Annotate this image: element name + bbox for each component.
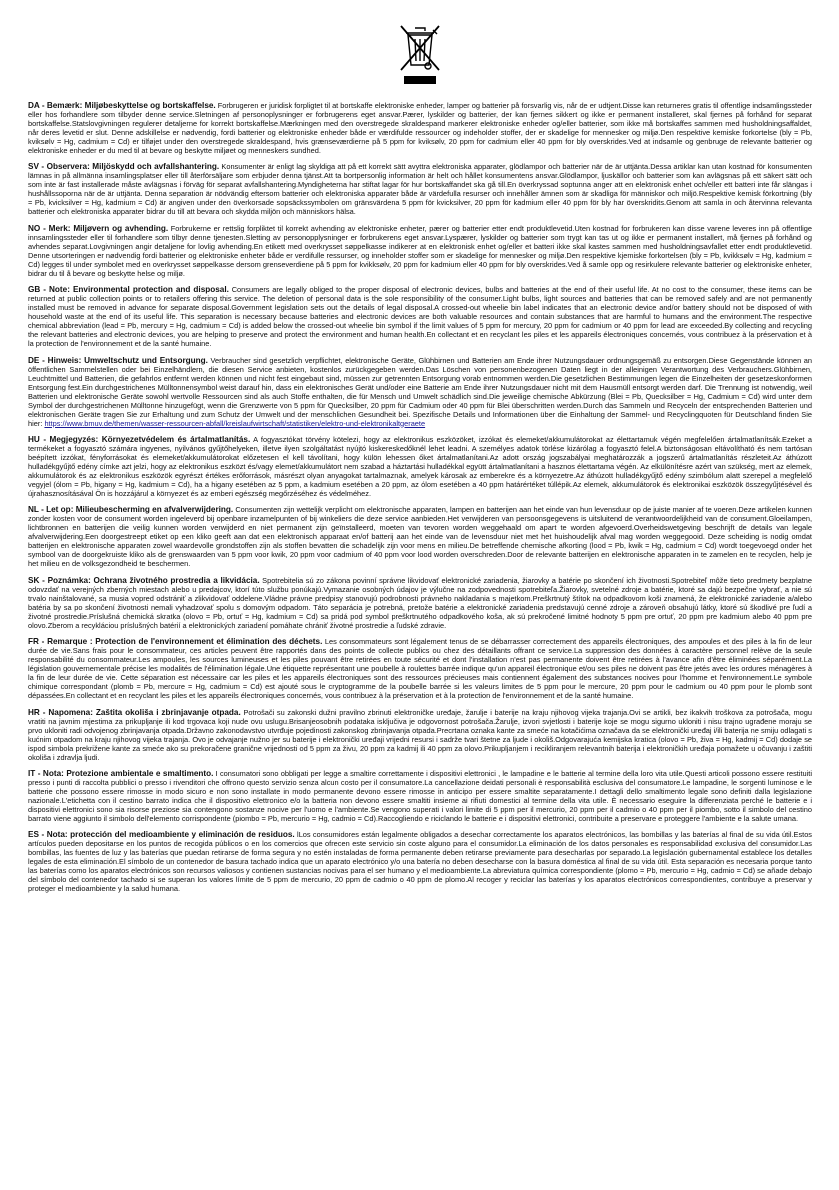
section-de [28,356,812,428]
section-it [28,769,812,823]
section-heading: SV - Observera: Miljöskydd och avfallshantering. [28,162,220,172]
section-hr [28,708,812,762]
section-body: Konsumenter är enligt lag skyldiga att på ett korrekt sätt avyttra elektroniska apparater, glödlampor och batterier när de är uttjänta.Dessa artiklar kan utan kostnad för konsumenten lämnas in på allmänna insamlingsplatser eller till återförsäljare som erbjuder denna tjänst.Att ta bortpersonlig information är helt och hållet konsumentens ansvar.Glödlampor, ljuskällor och batterier som kan avlägsnas på ett säkert sätt och som inte är fast installerade måste avlägsnas i förväg för separat avfallshantering.Myndigheterna har stiftat lagar för hur bortskaffandet ska gå till.En överkryssad soptunna anger att en elektronisk enhet och/eller ett batteri inte får slängas i hushållssoporna när de är uttjänta. Denna separation är nödvändig eftersom batterier och elektroniska apparater både är värdefulla resurser och innehåller ämnen som är skadliga för människor och miljö.Respektive kemisk förkortning (bly = Pb, kvicksilver = Hg, kadmium = Cd) är angiven under den överkorsade sopsäckssymbolen om gränsvärdena 5 ppm för kvicksilver, 20 ppm för kadmium eller 40 ppm för bly har överskridits.Genom att samla in och återvinna relevanta batterier och elektroniska apparater bidrar du till att bevara och skydda miljön och människors hälsa. [28,162,812,217]
section-gb [28,285,812,348]
section-heading: GB - Note: Environmental protection and disposal. [28,285,229,295]
section-heading: SK - Poznámka: Ochrana životného prostredia a likvidácia. [28,575,260,585]
recycling-info-link[interactable]: https://www.bmuv.de/themen/wasser-ressourcen-abfall/kreislaufwirtschaft/statistiken/elektro-und-elektronikaltgeraete [44,418,426,428]
section-da [28,101,812,155]
section-hu [28,435,812,498]
section-body: Potrošači su zakonski dužni pravilno zbrinuti elektroničke uređaje, žarulje i baterije na kraju njihovog vijeka trajanja.Ovi se artikli, bez ikakvih troškova za potrošača, mogu vratiti na javnim mjestima za prikupljanje ili kod trgovaca koji nude ovu uslugu.Brisanjeosobnih podataka isključiva je odgovornost potrošača.Žarulje, izvori svjetlosti i baterije koje se mogu sigurno ukloniti i nisu trajno ugrađene moraju se prvo ukloniti radi odvojenog zbrinjavanja otpada.Državno zakonodavstvo utvrđuje pojedinosti zakonskog zbrinjavanja otpada.Precrtana oznaka kante za smeće na kotačićima označava da se elektronički uređaj i/ili baterija ne smiju odlagati s kućnim otpadom na kraju njihovog vijeka trajanja. Ovo je odvajanje nužno jer su baterije i elektronički uređaji vrijedni resursi i sadrže tvari štetne za ljude i okoliš.Odgovarajuća kemijska kratica (olovo = Pb, živa = Hg, kadmij = Cd) dodaje se ispod simbola prekrižene kante za smeće ako su prekoračene granične vrijednosti od 5 ppm za živu, 20 ppm za kadmij ili 40 ppm za olovo.Prikupljanjem i recikliranjem relevantnih baterija i elektroničkih uređaja pomažete u očuvanju i zaštiti okoliša i zdravlja ljudi. [28,707,812,762]
section-heading: HR - Napomena: Zaštita okoliša i zbrinjavanje otpada. [28,707,241,717]
section-heading: NL - Let op: Milieubescherming en afvalverwijdering. [28,505,234,515]
section-sv [28,162,812,216]
section-no [28,224,812,278]
section-body: Verbraucher sind gesetzlich verpflichtet, elektronische Geräte, Glühbirnen und Batterien am Ende ihrer Nutzungsdauer ordnungsgemäß zu entsorgen.Diese Gegenstände können an öffentlichen Sammelstellen oder bei Einzelhändlern, die diesen Service anbieten, kostenlos zurückgegeben werden.Das Löschen von personenbezogenen Daten liegt in der alleinigen Verantwortung des Verbrauchers.Glühbirnen, Leuchtmittel und Batterien, die gefahrlos entfernt werden können und nicht fest eingebaut sind, müssen zur getrennten Entsorgung vorab entnommen werden.Die gesetzlichen Bestimmungen legen die Einzelheiten der gesetzeskonformen Entsorgung fest.Ein durchgestrichenes Mülltonnensymbol weist darauf hin, dass ein elektronisches Gerät und/oder eine Batterie am Ende ihrer Nutzungsdauer nicht mit dem Hausmüll entsorgt werden darf. Die Trennung ist notwendig, weil Batterien und elektronische Geräte sowohl wertvolle Ressourcen sind als auch Stoffe enthalten, die für Mensch und Umwelt schädlich sind.Die jeweilige chemische Abkürzung (Blei = Pb, Quecksilber = Hg, Cadmium = Cd) wird unter dem Symbol der durchgestrichenen Mülltonne hinzugefügt, wenn die Grenzwerte von 5 ppm für Quecksilber, 20 ppm für Cadmium oder 40 ppm für Blei überschritten werden.Durch das Sammeln und Recyceln der entsprechenden Batterien und elektronischen Geräte tragen Sie zur Erhaltung und zum Schutz der Umwelt und der menschlichen Gesundheit bei. Spezifische Details und Informationen über die Einhaltung der Sammel- und Recyclingquoten für Deutschland finden Sie hier: [28,355,812,428]
section-body: Spotrebitelia sú zo zákona povinní správne likvidovať elektronické zariadenia, žiarovky a batérie po skončení ich životnosti.Spotrebiteľ môže tieto predmety bezplatne odovzdať na verejných zberných miestach alebo u predajcov, ktorí túto službu ponúkajú.Vymazanie osobných údajov je výlučne na zodpovednosti spotrebiteľa.Žiarovky, svetelné zdroje a batérie, ktoré sa dajú bezpečne vybrať, a nie sú trvalo nainštalované, sa musia vopred odstrániť a zlikvidovať oddelene.Vládne právne predpisy stanovujú podrobnosti právneho nakladania s majetkom.Preškrtnutý štítok na odpadkovom koši znamená, že elektronické zariadenie a/alebo batéria by sa po skončení životnosti nemali vyhadzovať spolu s domovým odpadom. Táto separácia je potrebná, pretože batérie a elektronické zariadenia predstavujú cenné zdroje a zároveň obsahujú látky, ktoré sú škodlivé pre ľudí a životné prostredie.Príslušná chemická skratka (olovo = Pb, ortuť = Hg, kadmium = Cd) sa pridá pod symbol preškrtnutého odpadkového koša, ak sú prekročené limitné hodnoty 5 ppm pre ortuť, 20 ppm pre kadmium alebo 40 ppm pre olovo.Zberom a recykláciou príslušných batérií a elektronických zariadení pomáhate chrániť životné prostredie a ľudské zdravie. [28,575,812,630]
section-es [28,830,812,893]
section-body: lLos consumidores están legalmente obligados a desechar correctamente los aparatos electrónicos, las bombillas y las baterías al final de su vida útil.Estos artículos pueden depositarse en los puntos de recogida públicos o en los comercios que ofrecen este servicio sin coste alguno para el consumidor.La eliminación de los datos personales es responsabilidad exclusiva del consumidor.Las bombillas, las fuentes de luz y las baterías que puedan retirarse de forma segura y no estén instaladas de forma permanente deben retirarse previamente para desecharlas por separado.La legislación gubernamental establece los detalles legales de esta eliminación.El símbolo de un contenedor de basura tachado indica que un aparato electrónico y/o una batería no deben desecharse con la basura doméstica al final de su vida útil. Esta separación es necesaria porque tanto las baterías como los aparatos electrónicos son recursos valiosos y contienen sustancias nocivas para el ser humano y el medioambiente.La abreviatura química correspondiente (plomo = Pb, mercurio = Hg, cadmio = Cd) se añade debajo del símbolo del contenedor tachado si se superan los valores límite de 5 ppm de mercurio, 20 ppm de cadmio o 40 ppm de plomo.Al recoger y reciclar las baterías y los aparatos electrónicos correspondientes, contribuye a preservar y proteger el medioambiente y la salud humana. [28,830,812,894]
section-body: A fogyasztókat törvény kötelezi, hogy az elektronikus eszközöket, izzókat és elemeket/akkumulátorokat az élettartamuk végén megfelelően ártalmatlanítsák.Ezeket a termékeket a fogyasztó számára ingyenes, nyilvános gyűjtőhelyeken, illetve ilyen szolgáltatást nyújtó kiskereskedőknél lehet leadni. A személyes adatok törlése kizárólag a fogyasztó felel.A biztonságosan eltávolítható és nem tartósan beépített izzókat, fényforrásokat és elemeket/akkumulátorokat előzetesen el kell távolítani, hogy külön lehessen őket ártalmatlanítani.Az adott ország jogszabályai meghatározzák a jogszerű ártalmatlanítás részleteit.Az áthúzott hulladékgyűjtő edény címke azt jelzi, hogy az elektronikus eszközt és/vagy elemet/akkumulátort nem szabad a háztartási hulladékkal együtt ártalmatlanítani a hasznos élettartama végén. Az elkülönítésre azért van szükség, mert az elemek, akkumulátorok és az elektronikus eszközök egyrészt értékes erőforrások, másrészt olyan anyagokat tartalmaznak, amelyek károsak az emberekre és a környezetre.Az áthúzott hulladékgyűjtő edény szimbólum alatt szerepel a megfelelő vegyjel (ólom = Pb, higany = Hg, kadmium = Cd), ha a higany esetében az 5 ppm, a kadmium esetében a 20 ppm, az ólom esetében a 40 ppm határértéket túllépik.Az elemek, akkumulátorok és elektronikai eszközök összegyűjtésével és újrahasznosításával Ön is hozzájárul a környezet és az emberi egészség megőrzéséhez és védelméhez. [28,434,812,498]
section-body: Les consommateurs sont légalement tenus de se débarrasser correctement des appareils électroniques, des ampoules et des piles à la fin de leur durée de vie.Sans frais pour le consommateur, ces articles peuvent être rapportés dans des points de collecte publics ou chez des détaillants offrant ce service.La suppression des données à caractère personnel relève de la seule responsabilité du consommateur.Les ampoules, les sources lumineuses et les piles pouvant être retirées en toute sécurité et dont l'installation n'est pas permanente doivent être retirées à l'avance afin d'être éliminées séparément.La législation gouvernementale précise les modalités de l'élimination légale.Une étiquette représentant une poubelle à roulettes barrée indique qu'un appareil électronique et/ou ses piles ne doivent pas être jetés avec les ordures ménagères à la fin de leur durée de vie. Cette séparation est nécessaire car les piles et les appareils électroniques sont des ressources précieuses mais contiennent également des substances nocives pour l'homme et l'environnement.Le symbole chimique correspondant (plomb = Pb, mercure = Hg, cadmium = Cd) est ajouté sous le cryptogramme de la poubelle barrée si les valeurs limites de 5 ppm pour le mercure, 20 ppm pour le cadmium ou 40 ppm pour le plomb sont dépassées.En collectant et en recyclant les piles et les appareils électroniques concernés, vous contribuez à la préservation et à la protection de l'environnement et de la santé humaine. [28,637,812,701]
section-sk [28,576,812,630]
section-body: Forbrukerne er rettslig forpliktet til korrekt avhending av elektroniske enheter, pærer og batterier etter endt produktlevetid.Uten kostnad for forbrukeren kan disse varene leveres inn på offentlige innsamlingssteder eller til forhandlere som tilbyr denne tjenesten.Sletting av personopplysninger er forbrukerens eget ansvar.Lyspærer, lyskilder og batterier som trygt kan tas ut og ikke er permanent installert, må fjernes på forhånd og avhendes separat.Lovgivningen angir detaljene for lovlig avhending.En etikett med overkrysset søppelkasse indikerer at en elektronisk enhet og/eller et batteri ikke skal kastes sammen med husholdningsavfallet etter endt produktlevetid. Denne utsorteringen er nødvendig fordi batterier og elektroniske enheter både er verdifulle ressurser, og inneholder stoffer som er skadelige for mennesker og miljø.Den respektive kjemiske forkortelsen (bly = Pb, kvikksølv = Hg, kadmium = Cd) legges til under symbolet med en overkrysset søppelkasse dersom grenseverdiene på 5 ppm for kvikksølv, 20 ppm for kadmium eller 40 ppm for bly overskrides.Ved å samle opp og resirkulere relevante batterier og elektroniske enheter, bidrar du til å bevare og beskytte helse og miljø. [28,223,812,278]
section-heading: IT - Nota: Protezione ambientale e smaltimento. [28,768,214,778]
section-heading: DA - Bemærk: Miljøbeskyttelse og bortskaffelse. [28,101,216,110]
disposal-notice-text [28,101,812,901]
section-body: Consumers are legally obliged to the proper disposal of electronic devices, bulbs and batteries at the end of their useful life. At no cost to the consumer, these items can be returned at public collection points or to retailers offering this service. The deletion of personal data is the sole responsibility of the consumer.Light bulbs, light sources and batteries that can be removed safely and are not permanently installed must be removed in advance for separate disposal.Government legislation sets out the details of legal disposal.A crossed-out wheelie bin label indicates that an electronic device and/or battery should not be disposed of with household waste at the end of its useful life. This separation is necessary because batteries and electronic devices are both valuable resources and contain substances that are harmful to humans and the environment.The respective chemical abbreviation (lead = Pb, mercury = Hg, cadmium = Cd) is added below the crossed-out wheelie bin symbol if the limit values of 5 ppm for mercury, 20 ppm for cadmium or 40 ppm for lead are exceeded.By collecting and recycling the relevant batteries and electronic devices, you are helping to preserve and protect the environment and human health.En collectant et en recyclant les piles et les appareils électroniques concernés, vous contribuez à la préservation et à la protection de l'environnement et de la santé humaine. [28,285,812,349]
section-heading: DE - Hinweis: Umweltschutz und Entsorgung. [28,355,208,365]
section-heading: FR - Remarque : Protection de l'environnement et élimination des déchets. [28,637,323,647]
section-heading: NO - Merk: Miljøvern og avhending. [28,223,169,233]
section-body: Consumenten zijn wettelijk verplicht om elektronische apparaten, lampen en batterijen aan het einde van hun levensduur op de juiste manier af te voeren.Deze artikelen kunnen zonder kosten voor de consument worden ingeleverd bij openbare inzamelpunten of bij winkeliers die deze service aanbieden.Het verwijderen van persoonsgegevens is uitsluitend de verantwoordelijkheid van de consument.Gloeilampen, lichtbronnen en batterijen die veilig kunnen worden verwijderd en niet permanent zijn geïnstalleerd, moeten van tevoren worden weggehaald om apart te worden afgevoerd.Overheidswetgeving beschrijft de details van legale afvalverwijdering.Een doorgestreept etiket op een kliko geeft aan dat een elektronisch apparaat en/of batterij aan het einde van de levensduur niet met het huishoudelijk afval mag worden weggegooid. Deze scheiding is nodig omdat batterijen en elektronische apparaten zowel waardevolle grondstoffen zijn als stoffen bevatten die schadelijk zijn voor mens en milieu.De betreffende chemische afkorting (lood = Pb, kwik = Hg, cadmium = Cd) wordt toegevoegd onder het symbool van de doorgekruiste kliko als de grenswaarden van 5 ppm voor kwik, 20 ppm voor cadmium of 40 ppm voor lood worden overschreden.Door de relevante batterijen en elektronische apparaten in te zamelen en te recyclen, help je het milieu en de volksgezondheid te beschermen. [28,505,813,569]
crossed-out-wheelie-bin-icon [393,20,447,90]
section-heading: HU - Megjegyzés: Környezetvédelem és ártalmatlanítás. [28,434,251,444]
section-heading: ES - Nota: protección del medioambiente y eliminación de residuos. [28,830,295,840]
section-fr [28,637,812,700]
section-nl [28,505,812,568]
section-body: Forbrugeren er juridisk forpligtet til at bortskaffe elektroniske enheder, lamper og batterier på forsvarlig vis, når de er udtjent.Disse kan returneres gratis til offentlige indsamlingssteder eller hos forhandlere som tilbyder denne service.Sletningen af personoplysninger er forbrugerens eget ansvar.Pærer, lyskilder og batterier, der kan fjernes sikkert og ikke er permanent installeret, skal fjernes på forhånd for separat bortskaffelse.Statslovgivningen regulerer detaljerne for korrekt bortskaffelse.Mærkningen med den overstregede skraldespand markerer elektroniske enheder og/eller batterier, som ikke må bortskaffes sammen med husholdningsaffaldet, når deres levetid er slut. Denne adskillelse er nødvendig, fordi batterier og elektroniske enheder både er værdifulde ressourcer og indeholder stoffer, der er skadelige for mennesker og miljø.Den respektive kemiske forkortelse (bly = Pb, kviksølv = Hg, cadmium = Cd) er tilføjet under den overstregede skraldespand, hvis grænseværdierne på 5 ppm for kviksølv, 20 ppm for cadmium eller 40 ppm for bly overskrides.Ved at indsamle og genbruge de relevante batterier og elektroniske enheder er du med til at bevare og beskytte miljøet og menneskers sundhed. [28,101,812,155]
section-body: I consumatori sono obbligati per legge a smaltire correttamente i dispositivi elettronici , le lampadine e le batterie al termine della loro vita utile.Questi articoli possono essere restituiti presso i punti di raccolta pubblici o presso i rivenditori che offrono questo servizio senza alcun costo per il consumatore.La cancellazione deidati personali è responsabilità esclusiva del consumatore.Le lampadine, le sorgenti luminose e le batterie che possono essere rimosse in modo sicuro e non sono installate in modo permanente devono essere rimosse in anticipo per essere smaltite separatamente.I dettagli dello smaltimento legale sono definiti dalla legislazione nazionale.L'etichetta con il cestino barrato indica che il dispositivo elettronico e/o la batteria non devono essere smaltiti insieme ai rifiuti domestici al termine della vita utile. È necessario eseguire la differenziata perché le batterie e i dispositivi elettronici sono sia risorse preziose sia contengono sostanze nocive per l'uomo e l'ambiente.Se vengono superati i valori limite di 5 ppm per il mercurio, 20 ppm per il cadmio o 40 ppm per il piombo, sotto il simbolo del cestino barrato viene aggiunto il simbolo dell'elemento corrispondente (piombo = Pb, mercurio = Hg, cadmio = Cd).Raccogliendo e riciclando le batterie e i dispositivi elettronici, contribuite a preservare e proteggere l'ambiente e la salute umana. [28,768,812,823]
